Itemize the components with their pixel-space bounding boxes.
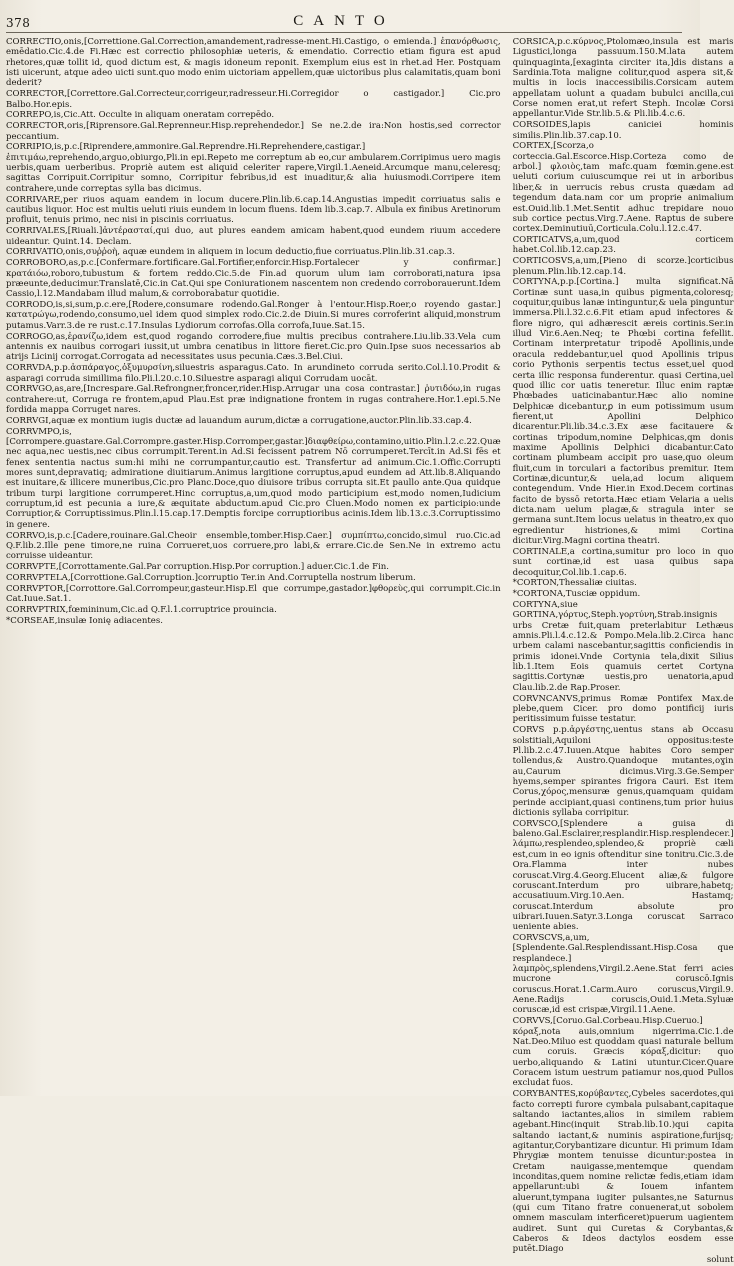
dictionary-entry: CORROBORO,as,p.c.[Confermare.fortificare.Gal.Fortifier,enforcir.Hisp.Fortalecer y confirmar.] κρατάιόω,roboro,tubustum & fortem reddo.Cic.5.de Fin.ad quorum ulum iam corroborati,natura ipsa præeunte,deducimur.Translatē,Cic.in Cat.Qui spe Coniurationem nascentem non credendo corroborauerunt.Idem Cassio,l.12.Mandabam illud malum,& corroborabatur quotidie. [6, 258, 501, 300]
dictionary-columns [6, 37, 734, 1266]
dictionary-entry: CORRVPTE,[Corrottamente.Gal.Par corruption.Hisp.Por corruption.] aduer.Cic.1.de Fin. [6, 562, 389, 573]
dictionary-entry: CORRVO,is,p.c.[Cadere,rouinare.Gal.Cheoir ensemble,tomber.Hisp.Caer.] συμπίπτω,concido,simul ruo.Cic.ad Q.F.lib.2.Ille pene timore,ne ruina Corrueret,uos corruere,pro labi,& errare.Cic.de Sen.Ne in extremo actu corruisse uideantur. [6, 530, 501, 562]
dictionary-entry: CORRECTIO,onis,[Correttione.Gal.Correction,amandement,radresse-ment.Hi.Castigo, o emienda.] ἐπανόρθωσις, emēdatio.Cic.4.de Fi.Hæc est correctio philosophiæ ueteris, & emendatio. Correctio etiam figura est apud rhetores,quæ tollit id, quod dictum est, & magis idoneum reponit. Exemplum eius est in rhet.ad Her. Postquam isti uicerunt, atque adeo uicti sunt.quo modo enim uictoriam appellem,quæ uictoribus plus calamitatis,quam boni dederit? [6, 37, 501, 89]
running-head [6, 8, 682, 33]
page-title: CANTO [293, 13, 395, 29]
dictionary-entry: CORTYNA,p.p.[Cortina.] multa significat.Nā Cortinæ sunt uasa,in quibus pigmenta,coloresq; coquitur,quibus lanæ intinguntur,& uela pinguntur immersa.Pli.l.32.c.6.Fit etiam apud infectores & flore nigro, qui adhærescit æreis cortinis.Ser.in illud Vir.6.Aen.Neq; te Phœbi cortina fefellit. Cortinam interpretatur tripodē Apollinis,unde oracula reddebantur,uel quod Apollinis tripus corio Pythonis serpentis tectus esset,uel quod certa illic responsa funderentur. quasi Certina,uel quod illic cor uatis teneretur. Illuc enim raptæ Phœbades uaticinabantur.Hæc alio nomine Delphicæ dicebantur,ꝑ in eum potissimum usum fierent,ut Apollini Delphico dicarentur.Pli.lib.34.c.3.Ex æse facitauere & cortinas tripodum,nomine Delphicas,qm donis maxime Apollinis Delphici dicabantur.Cato cortinam plumbeam accipit pro uase,quo oleum fluit,cum in torculari a factoribus premitur. Item Cortinæ,dicuntur,& uela,ad locum aliquem contegendum. Vnde Hier.in Exod.Decem cortinas facito de byssō retorta.Hæc etiam Velaria a uelis dicta.nam uelum plagæ,& stragula inter se germana sunt.Item locus uelatus in theatro,ex quo egredientur histriones,& mimi Cortina dicitur.Virg.Magni cortina theatri. [512, 277, 734, 546]
dictionary-entry: CORRIVARE,per riuos aquam eandem in locum ducere.Plin.lib.6.cap.14.Angustias impedit corriuatus salis e cautibus liquor. Hoc est multis ueluti riuis eundem in locum fluens. Idem lib.3.cap.7. Albula ex finibus Aretinorum profluit, tenuis primo, nec nisi in piscinis corriuatus. [6, 194, 501, 226]
dictionary-entry: CORRVDA,p.p.ἀσπάραγος,ὀξυμυρσίνη,siluestris asparagus.Cato. In arundineto corruda serito.Col.l.10.Prodit & asparagi corruda simillima filo.Pli.l.20.c.10.Siluestre asparagi aliqui Corrudam uocāt. [6, 363, 501, 384]
dictionary-entry: CORRVGO,as,are,[Increspare.Gal.Refrongner,froncer,rider.Hisp.Arrugar una cosa contrastar.] ῥυτιδόω,in rugas contrahere:ut, Corruga re frontem,apud Plau.Est præ indignatione frontem in rugas contrahere.Hor.1.epi.5.Ne fordida mappa Corruget nares. [6, 384, 501, 416]
dictionary-entry: CORVVS,[Coruo.Gal.Corbeau.Hisp.Cueruo.] κόραξ,nota auis,omnium nigerrima.Cic.1.de Nat.Deo.Miluo est quoddam quasi naturale bellum cum coruis. Græcis κόραξ,dicitur: quo uerbo,aliquando & Latini utuntur.Cicer.Quare Coracem istum uestrum patiamur nos,quod Pullos excludat fuos. [512, 1016, 734, 1089]
dictionary-entry: CORTICOSVS,a,um,[Pieno di scorze.]corticibus plenum.Plin.lib.12.cap.14. [512, 256, 734, 277]
dictionary-entry: CORSICA,p.c.κύρνος,Ptolomæo,insula est maris Ligustici,longa passuum.150.M.lata autem quinquaginta,[exaginta circiter ita,]dis distans a Sardinia.Tota maligne colitur,quod aspera sit,& multis in locis inaccessibilis.Corsicam autem appellatam uolunt a quadam bubulci ancilla,cui Corse nomen erat,ut refert Steph. Incolæ Corsi appellantur.Vide Str.lib.5.& Pli.lib.4.c.6. [512, 37, 734, 120]
page-number: 378 [6, 16, 31, 30]
dictionary-entry: CORRECTOR,oris,[Riprensore.Gal.Reprenneur.Hisp.reprehendedor.] Se ne.2.de ira:Non hostis,sed corrector peccantium. [6, 121, 501, 142]
dictionary-entry: CORRVPTRIX,fœmininum,Cic.ad Q.F.l.1.corruptrice prouincia. [6, 605, 277, 616]
dictionary-entry: *CORSEAE,insulæ Ionię adiacentes. [6, 615, 163, 626]
dictionary-entry: CORREPO,is,Cic.Att. Occulte in aliquam oneratam correpēdo. [6, 110, 275, 121]
dictionary-entry: CORRVPTOR,[Corrottore.Gal.Corrompeur,gasteur.Hisp.El que corrumpe,gastador.]φθορεὺς,qui corrumpit.Cic.in Cat.Iuue.Sat.1. [6, 583, 501, 605]
dictionary-entry: CORVS p.p.ἀργέστης,uentus stans ab Occasu solstitiali,Aquiloni oppositus:teste Pl.lib.2.c.47.Iuuen.Atque habites Coro semper tollendus,& Austro.Quandoque mutantes,οɣin au,Caurum dicimus.Virg.3.Ge.Semper hyems,semper spirantes frigora Cauri. Est item Corus,χόρος,mensuræ genus,quamquam quidam perinde accipiant,quasi continens,tum prior huius dictionis syllaba corripitur. [512, 725, 734, 818]
dictionary-entry: CORVNCANVS,primus Romæ Pontifex Max.de plebe,quem Cicer. pro domo pontificij iuris peritissimum fuisse testatur. [512, 693, 734, 725]
dictionary-entry: CORVSCVS,a,um,[Splendente.Gal.Resplendissant.Hisp.Cosa que resplandece.] λαμπρὸς,splendens,Virgil.2.Aene.Stat ferri acies mucrone coruscō.Ignis coruscus.Horat.1.Carm.Auro coruscus,Virgil.9. Aene.Radijs coruscis,Ouid.1.Meta.Syluæ coruscæ,id est crispæ,Virgil.11.Aene. [512, 933, 734, 1016]
dictionary-entry: CORRIVATIO,onis,συῤῥοὴ, aquæ eundem in aliquem in locum deductio,fiue corriuatus.Plin.lib.31.cap.3. [6, 247, 455, 258]
catchword: solunt [706, 1255, 734, 1266]
right-column [512, 37, 734, 1266]
dictionary-entry: *CORTONA,Tusciæ oppidum. [512, 589, 641, 600]
dictionary-entry: CORRVMPO,is,[Corrompere.guastare.Gal.Corrompre.gaster.Hisp.Corromper,gastar.]διαφθείρω,contamino,uitio.Plin.l.2.c.22.Quæ nec aqua,nec uestis,nec cibus corrumpit.Terent.in Ad.Si fecissent patrem Nō corrumperet.Tercīt.in Ad.Si fēs et fenex sententia nactus sum:hi mihi ne corrumpantur,cautio est. Transfertur ad animum.Cic.1.Offic.Corrupti mores sunt,depravatiq; admiratione diuitiarum.Animus largitione corruptus,apud eundem ad Att.lib.8.Aliquando est inuitare,& illicere muneribus,Cic.pro Planc.Doce,quo diuisore tribus corrupta sit.Et paullo ante.Qua quidque tribum turpi largitione corrumperet.Hinc corruptus,a,um,quod modo participium est,modo nomen,Iudicium corruptum,id est pecunia a iure,& æquitate abductum.apud Cic.pro Cluen.Modo nomen ex participio:unde Corruptior,& Corruptissimus.Plin.l.15.cap.17.Demptis forcipe corruptioribus acinis.Idem lib.13.c.3.Corruptissimo in genere. [6, 426, 501, 530]
dictionary-entry: CORRVPTELA,[Corrottione.Gal.Corruption.]corruptio Ter.in And.Corruptella nostrum liberum. [6, 573, 416, 584]
dictionary-entry: CORROGO,as,ἐρανίζω,idem est,quod rogando corrodere,fiue multis precibus contrahere.Liu.lib.33.Vela cum antennis ex nauibus corrogari iussit,ut umbra cenatibus in littore fieret.Cic.pro Quin.Ipse suos necessarios ab atrijs Licinij corrogat.Corrogata ad necessitates usus pecunia.Cæs.3.Bel.Ciui. [6, 331, 501, 363]
dictionary-entry: CORRIPIO,is,p.c.[Riprendere,ammonire.Gal.Reprendre.Hi.Reprehendere,castigar.] ἐπιτιμάω,reprehendo,arguo,obiurgo,Pli.in epi.Repeto me correptum ab eo,cur ambularem.Corripimus uero magis uerbis,quam uerberibus. Propriè autem est aliquid celeriter rapere,Virgil.1.Aeneid.Arcumque manu,celeresq; sagittas Corripuit.Corripitur somno, Corripitur febribus,id est inuaditur,& alia huiusmodi.Corripere item contrahere,unde correptas sylla bas dicimus. [6, 142, 501, 194]
left-column [6, 37, 501, 1091]
dictionary-entry: CORYBANTES,κορύβαντες,Cybeles sacerdotes,qui facto correpti furore cymbala pulsabant,capitaque saltando iactantes,alios in similem rabiem agebant.Hinc(inquit Strab.lib.10.)qui capita saltando iactant,& numinis aspiratione,furijsq; agitantur,Corybantizare dicuntur. Hi primum Idam Phrygiæ montem tenuisse dicuntur:postea in Cretam nauigasse,mentemque quendam inconditas,quem nomine relictæ fedis,etiam idam appellarunt:ubi & Iouem infantem aluerunt,tympana iugiter pulsantes,ne Saturnus (qui cum Titano fratre conuenerat,ut sobolem omnem masculam interficeret)puerum uagientem audiret. Sunt qui Curetas & Corybantas,& Caberos & Ideos dactylos eosdem esse putēt.Diago [512, 1089, 734, 1255]
dictionary-entry: CORTINALE,a cortina,sumitur pro loco in quo sunt cortinæ,id est uasa quibus sapa decoquitur,Col.lib.1.cap.6. [512, 546, 734, 578]
dictionary-entry: CORVSCO,[Splendere a guisa di baleno.Gal.Esclairer,resplandir.Hisp.resplendecer.] λάμπω,resplendeo,splendeo,& propriè cæli est,cum in eo ignis oftenditur sine tonitru.Cic.3.de Ora.Flamma inter nubes coruscat.Virg.4.Georg.Elucent aliæ,& fulgore coruscant.Interdum pro uibrare,habetq; accusatiuum.Virg.10.Aen. Hastamq; coruscat.Interdum absolute pro uibrari.Iuuen.Satyr.3.Longa coruscat Sarraco ueniente abies. [512, 818, 734, 933]
dictionary-entry: CORRVGI,aquæ ex montium iugis ductæ ad lauandum aurum,dictæ a corrugatione,auctor.Plin.lib.33.cap.4. [6, 415, 472, 426]
dictionary-entry: CORTICATVS,a,um,quod corticem habet.Col.lib.12.cap.23. [512, 235, 734, 256]
dictionary-entry: CORRODO,is,si,sum,p.c.ere,[Rodere,consumare rodendo.Gal.Ronger à l'entour.Hisp.Roer,o royendo gastar.] κατατρώγω,rodendo,consumo,uel idem quod simplex rodo.Cic.2.de Diuin.Si mures corroferint aliquid,monstrum putamus.Varr.3.de re rust.c.17.Insulas Lydiorum corrofas.Olla corrofa,Iuue.Sat.15. [6, 300, 501, 331]
dictionary-entry: CORSOIDES,lapis caniciei hominis similis.Plin.lib.37.cap.10. [512, 120, 734, 141]
dictionary-entry: CORTEX,[Scorza,o corteccia.Gal.Escorce.Hisp.Corteza como de arbol.] φλοιὸς,tam mafc.quam fœmin.gene.est ueluti corium cuiuscumque rei ut in arboribus liber,& in uerrucis rebus crusta quædam ad tegendum data.nam cor um proprie animalium est.Ouid.lib.1.Met.Sentit adhuc trepidare nouo sub cortice pectus.Virg.7.Aene. Raptus de subere cortex.Deminutiuū,Corticula.Colu.l.12.c.47. [512, 141, 734, 235]
dictionary-entry: CORTYNA,siue GORTINA,γόρτυς,Steph.γορτύνη,Strab.insignis urbs Cretæ fuit,quam preterlabitur Lethæus amnis.Pli.l.4.c.12.& Pompo.Mela.lib.2.Circa hanc urbem calami nascebantur,sagittis conficiendis in primis idonei.Vnde Cortynia tela,dixit Silius lib.1.Item Eois quamuis certet Cortyna sagittis.Cortynæ uestis,pro uenatoria,apud Clau.lib.2.de Rap.Proser. [512, 600, 734, 693]
dictionary-entry: CORRECTOR,[Correttore.Gal.Correcteur,corrigeur,radresseur.Hi.Corregidor o castigador.] Cic.pro Balbo.Hor.epis. [6, 89, 501, 110]
dictionary-entry: CORRIVALES,[Riuali.]ἀντέρασταί,qui duo, aut plures eandem amicam habent,quod eundem riuum accedere uideantur. Quint.14. Declam. [6, 226, 501, 247]
dictionary-entry: *CORTON,Thessaliæ ciuitas. [512, 578, 637, 589]
